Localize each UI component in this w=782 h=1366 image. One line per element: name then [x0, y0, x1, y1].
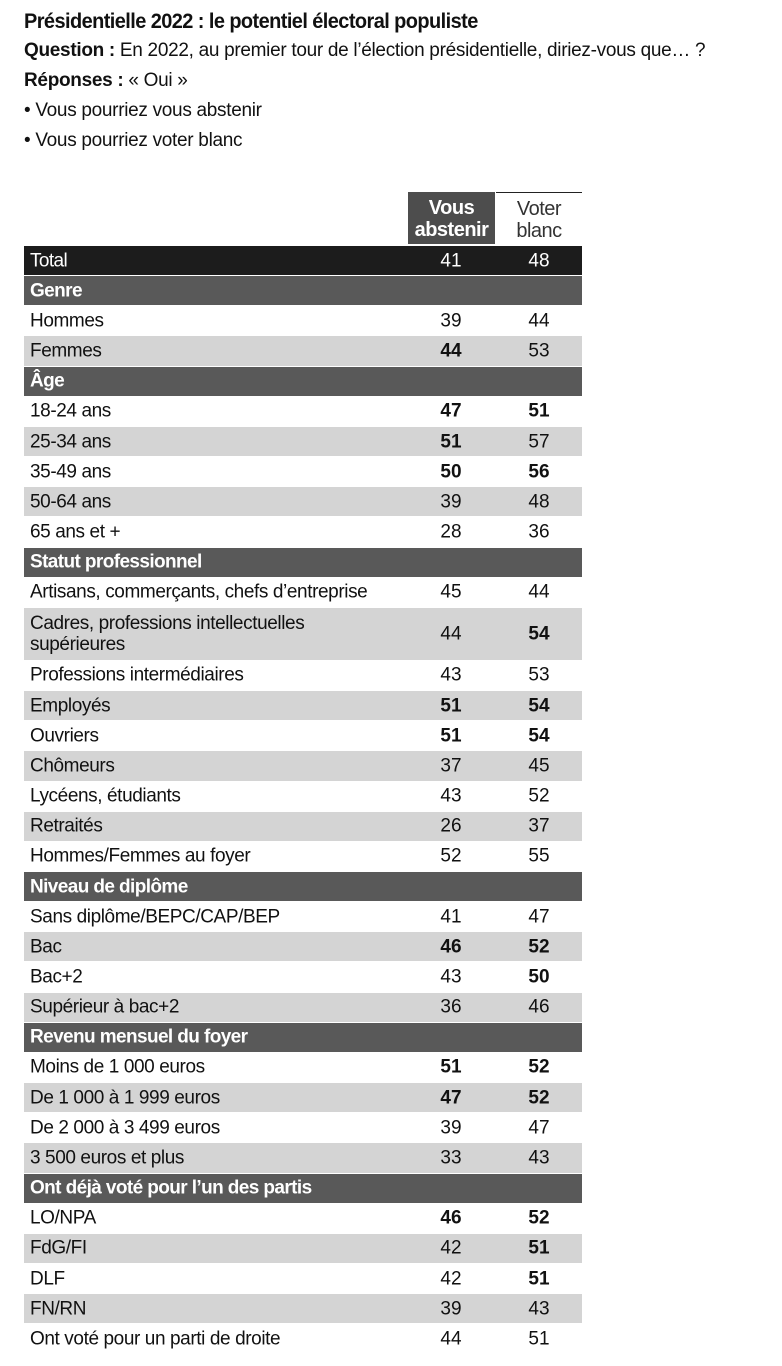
row-label: 35-49 ans — [30, 461, 111, 483]
value-voter-blanc: 47 — [528, 1117, 550, 1139]
value-voter-blanc: 43 — [528, 1298, 550, 1320]
table-row — [24, 902, 582, 932]
table-body — [24, 246, 582, 1354]
section-header — [24, 1174, 582, 1204]
row-label: Sans diplôme/BEPC/CAP/BEP — [30, 906, 280, 928]
value-abstenir: 50 — [440, 461, 462, 483]
answers-label: Réponses : — [24, 70, 124, 91]
table-row — [24, 306, 582, 336]
table-row — [24, 661, 582, 691]
value-abstenir: 44 — [440, 623, 462, 645]
value-voter-blanc: 50 — [528, 966, 550, 988]
value-abstenir: 44 — [440, 340, 462, 362]
table-row — [24, 932, 582, 962]
value-voter-blanc: 52 — [528, 936, 550, 958]
value-voter-blanc: 55 — [528, 845, 550, 867]
table-row — [24, 1264, 582, 1294]
value-abstenir: 37 — [440, 755, 462, 777]
value-voter-blanc: 54 — [528, 623, 550, 645]
answers-line — [24, 66, 774, 96]
row-label: 65 ans et + — [30, 521, 121, 543]
value-abstenir: 46 — [440, 1207, 462, 1229]
column-header-abstenir-line1: Vous — [428, 197, 475, 219]
value-voter-blanc: 44 — [528, 581, 550, 603]
table-row — [24, 993, 582, 1023]
table-row — [24, 1324, 582, 1354]
row-label: Chômeurs — [30, 755, 115, 777]
column-header-abstenir-line2: abstenir — [414, 219, 489, 241]
row-label: De 1 000 à 1 999 euros — [30, 1087, 220, 1109]
table-row — [24, 336, 582, 366]
value-abstenir: 44 — [440, 1328, 462, 1350]
value-abstenir: 28 — [440, 521, 462, 543]
row-label: Bac+2 — [30, 966, 83, 988]
table-row — [24, 812, 582, 842]
question-line — [24, 36, 774, 66]
row-label: Bac — [30, 936, 62, 958]
question-label: Question : — [24, 40, 115, 61]
table-row — [24, 782, 582, 812]
value-voter-blanc: 54 — [528, 725, 550, 747]
header — [24, 8, 774, 156]
section-header — [24, 367, 582, 397]
table-row — [24, 751, 582, 781]
table-row — [24, 578, 582, 608]
bullet-abstain: • Vous pourriez vous abstenir — [24, 100, 262, 121]
value-abstenir: 52 — [440, 845, 462, 867]
value-voter-blanc: 51 — [528, 1328, 550, 1350]
table-row — [24, 1083, 582, 1113]
section-header — [24, 548, 582, 578]
section-header — [24, 872, 582, 902]
value-voter-blanc: 51 — [528, 1268, 550, 1290]
value-voter-blanc: 54 — [528, 695, 550, 717]
value-voter-blanc: 43 — [528, 1147, 550, 1169]
column-header-voter-blanc-line1: Voter — [516, 198, 562, 220]
row-label: DLF — [30, 1268, 65, 1290]
row-label: LO/NPA — [30, 1207, 96, 1229]
row-label: 3 500 euros et plus — [30, 1147, 185, 1169]
section-label: Statut professionnel — [30, 551, 202, 573]
table-row — [24, 1113, 582, 1143]
table-row — [24, 427, 582, 457]
section-label: Niveau de diplôme — [30, 876, 188, 898]
value-abstenir: 43 — [440, 664, 462, 686]
section-label: Revenu mensuel du foyer — [30, 1026, 248, 1048]
table-row — [24, 1053, 582, 1083]
row-label: Cadres, professions intellectuelles supérieures — [30, 612, 305, 655]
value-abstenir: 39 — [440, 491, 462, 513]
table-row — [24, 1234, 582, 1264]
section-header — [24, 276, 582, 306]
answers-text: « Oui » — [123, 70, 188, 91]
value-voter-blanc: 52 — [528, 1056, 550, 1078]
row-label: Retraités — [30, 815, 103, 837]
value-abstenir: 51 — [440, 1056, 462, 1078]
row-label: 50-64 ans — [30, 491, 111, 513]
table-row — [24, 517, 582, 547]
page-title: Présidentielle 2022 : le potentiel électoral populiste — [24, 10, 478, 33]
row-label: Moins de 1 000 euros — [30, 1056, 205, 1078]
value-voter-blanc: 47 — [528, 906, 550, 928]
value-abstenir: 46 — [440, 936, 462, 958]
table-row — [24, 721, 582, 751]
value-abstenir: 39 — [440, 310, 462, 332]
value-voter-blanc: 52 — [528, 1207, 550, 1229]
table-row — [24, 962, 582, 992]
value-voter-blanc: 48 — [528, 250, 550, 272]
table-row-total — [24, 246, 582, 276]
value-voter-blanc: 56 — [528, 461, 550, 483]
table-row — [24, 487, 582, 517]
row-label: Ouvriers — [30, 725, 99, 747]
value-abstenir: 26 — [440, 815, 462, 837]
column-header-voter-blanc — [496, 192, 582, 244]
value-abstenir: 39 — [440, 1298, 462, 1320]
value-voter-blanc: 37 — [528, 815, 550, 837]
value-voter-blanc: 51 — [528, 1237, 550, 1259]
table-row — [24, 608, 582, 661]
table-row — [24, 1204, 582, 1234]
value-voter-blanc: 52 — [528, 785, 550, 807]
value-voter-blanc: 45 — [528, 755, 550, 777]
value-abstenir: 51 — [440, 431, 462, 453]
value-abstenir: 51 — [440, 725, 462, 747]
table-row — [24, 842, 582, 872]
value-abstenir: 47 — [440, 1087, 462, 1109]
value-voter-blanc: 53 — [528, 664, 550, 686]
value-abstenir: 47 — [440, 400, 462, 422]
row-label: Supérieur à bac+2 — [30, 996, 180, 1018]
section-header — [24, 1023, 582, 1053]
row-label: FN/RN — [30, 1298, 87, 1320]
value-voter-blanc: 44 — [528, 310, 550, 332]
column-header-voter-blanc-line2: blanc — [516, 220, 562, 242]
value-voter-blanc: 48 — [528, 491, 550, 513]
value-abstenir: 36 — [440, 996, 462, 1018]
table-row — [24, 691, 582, 721]
table-row — [24, 397, 582, 427]
value-abstenir: 42 — [440, 1237, 462, 1259]
table-row — [24, 1143, 582, 1173]
section-label: Âge — [30, 370, 65, 392]
row-label: 25-34 ans — [30, 431, 111, 453]
value-voter-blanc: 51 — [528, 400, 550, 422]
row-label: Hommes — [30, 310, 104, 332]
row-label: Professions intermédiaires — [30, 664, 244, 686]
value-abstenir: 41 — [440, 906, 462, 928]
value-abstenir: 42 — [440, 1268, 462, 1290]
value-voter-blanc: 52 — [528, 1087, 550, 1109]
row-label: FdG/FI — [30, 1237, 87, 1259]
row-label: Artisans, commerçants, chefs d’entreprise — [30, 581, 368, 603]
question-text: En 2022, au premier tour de l’élection présidentielle, diriez-vous que… ? — [114, 40, 706, 61]
row-label: Ont voté pour un parti de droite — [30, 1328, 281, 1350]
value-voter-blanc: 57 — [528, 431, 550, 453]
row-label: Femmes — [30, 340, 102, 362]
value-voter-blanc: 46 — [528, 996, 550, 1018]
section-label: Genre — [30, 280, 82, 302]
value-voter-blanc: 36 — [528, 521, 550, 543]
value-abstenir: 33 — [440, 1147, 462, 1169]
row-label: De 2 000 à 3 499 euros — [30, 1117, 220, 1139]
value-abstenir: 41 — [440, 250, 462, 272]
section-label: Ont déjà voté pour l’un des partis — [30, 1177, 312, 1199]
row-label: Hommes/Femmes au foyer — [30, 845, 251, 867]
row-label: Employés — [30, 695, 111, 717]
table-row — [24, 1294, 582, 1324]
table-row — [24, 457, 582, 487]
value-abstenir: 43 — [440, 785, 462, 807]
row-label: 18-24 ans — [30, 400, 111, 422]
bullet-blank: • Vous pourriez voter blanc — [24, 130, 243, 151]
row-label: Total — [30, 250, 68, 272]
value-abstenir: 51 — [440, 695, 462, 717]
value-abstenir: 39 — [440, 1117, 462, 1139]
value-abstenir: 43 — [440, 966, 462, 988]
value-voter-blanc: 53 — [528, 340, 550, 362]
column-header-abstenir — [408, 192, 495, 244]
value-abstenir: 45 — [440, 581, 462, 603]
row-label: Lycéens, étudiants — [30, 785, 181, 807]
